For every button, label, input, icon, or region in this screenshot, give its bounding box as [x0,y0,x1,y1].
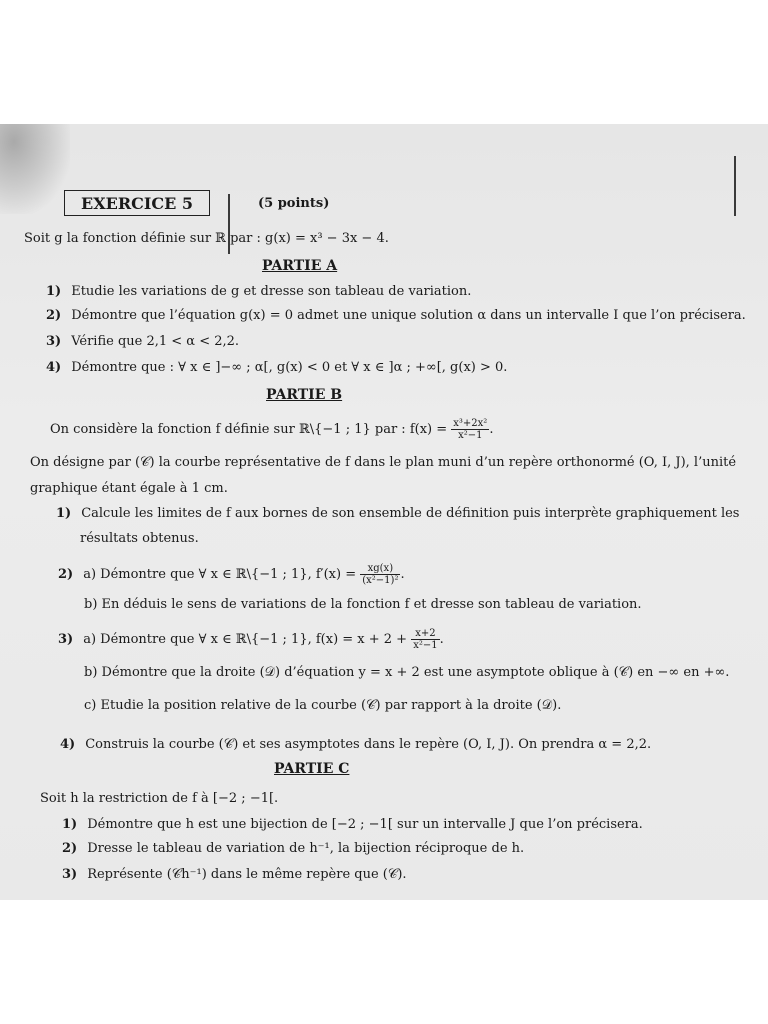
part-a-heading: PARTIE A [262,258,338,274]
part-c-q1: 1) Démontre que h est une bijection de [−2 ; −1[ sur un intervalle J que l’on précisera. [62,817,643,832]
part-b-q3b: b) Démontre que la droite (𝒟) d’équation y = x + 2 est une asymptote oblique à (𝒞) en −∞ en +∞. [84,665,730,680]
f-decomp-fraction: $\frac{x+2}{\text{x²−1}}$ [413,628,438,651]
part-b-q1: 1) Calcule les limites de f aux bornes de son ensemble de définition puis interprète graphiquement les [56,506,740,521]
part-b-curve-text: On désigne par (𝒞) la courbe représentative de f dans le plan muni d’un repère orthonormé (O, I, J), l’unité [30,455,737,470]
part-a-q3: 3) Vérifie que 2,1 < α < 2,2. [46,334,240,349]
part-b-q3a: 3) a) Démontre que ∀ x ∈ ℝ\{−1 ; 1}, f(x) = x + 2 + $\frac{x+2}{\text{x²−1}}$ . [58,628,444,651]
scan-margin-top [0,0,768,124]
part-b-q2b: b) En déduis le sens de variations de la fonction f et dresse son tableau de variation. [84,597,642,612]
part-b-intro: On considère la fonction f définie sur ℝ\{−1 ; 1} par : f(x) = $\frac{\text{x³+2x²}}{\text{x²−1}}$ . [50,418,494,441]
exercise-title: EXERCICE 5 [64,190,210,216]
part-b-q1-cont: résultats obtenus. [80,531,199,546]
intro-text: Soit g la fonction définie sur ℝ par : g(x) = x³ − 3x − 4. [24,231,389,246]
part-c-q2: 2) Dresse le tableau de variation de h⁻¹, la bijection réciproque de h. [62,841,525,856]
part-c-heading: PARTIE C [274,761,350,777]
part-a-q2: 2) Démontre que l’équation g(x) = 0 admet une unique solution α dans un intervalle I que l’on précisera. [46,308,746,323]
f-fraction: $\frac{\text{x³+2x²}}{\text{x²−1}}$ [453,418,488,441]
part-b-q3c: c) Etudie la position relative de la courbe (𝒞) par rapport à la droite (𝒟). [84,698,562,713]
part-b-heading: PARTIE B [266,387,343,403]
scan-margin-bottom [0,900,768,1024]
exercise-points: (5 points) [258,196,330,211]
fprime-fraction: $\frac{xg(x)}{\text{(x²−1)²}}$ [362,563,399,586]
part-b-q4: 4) Construis la courbe (𝒞) et ses asymptotes dans le repère (O, I, J). On prendra α = 2,2. [60,737,652,752]
part-b-unit-text: graphique étant égale à 1 cm. [30,481,228,496]
part-a-q1: 1) Etudie les variations de g et dresse son tableau de variation. [46,284,472,299]
part-c-q3: 3) Représente (𝒞h⁻¹) dans le même repère que (𝒞). [62,867,407,882]
part-c-intro: Soit h la restriction de f à [−2 ; −1[. [40,791,279,806]
scan-edge-mark [734,156,736,216]
part-b-q2a: 2) a) Démontre que ∀ x ∈ ℝ\{−1 ; 1}, f′(x) = $\frac{xg(x)}{\text{(x²−1)²}}$ . [58,563,405,586]
scan-smudge [0,124,70,214]
part-a-q4: 4) Démontre que : ∀ x ∈ ]−∞ ; α[, g(x) < 0 et ∀ x ∈ ]α ; +∞[, g(x) > 0. [46,360,508,375]
